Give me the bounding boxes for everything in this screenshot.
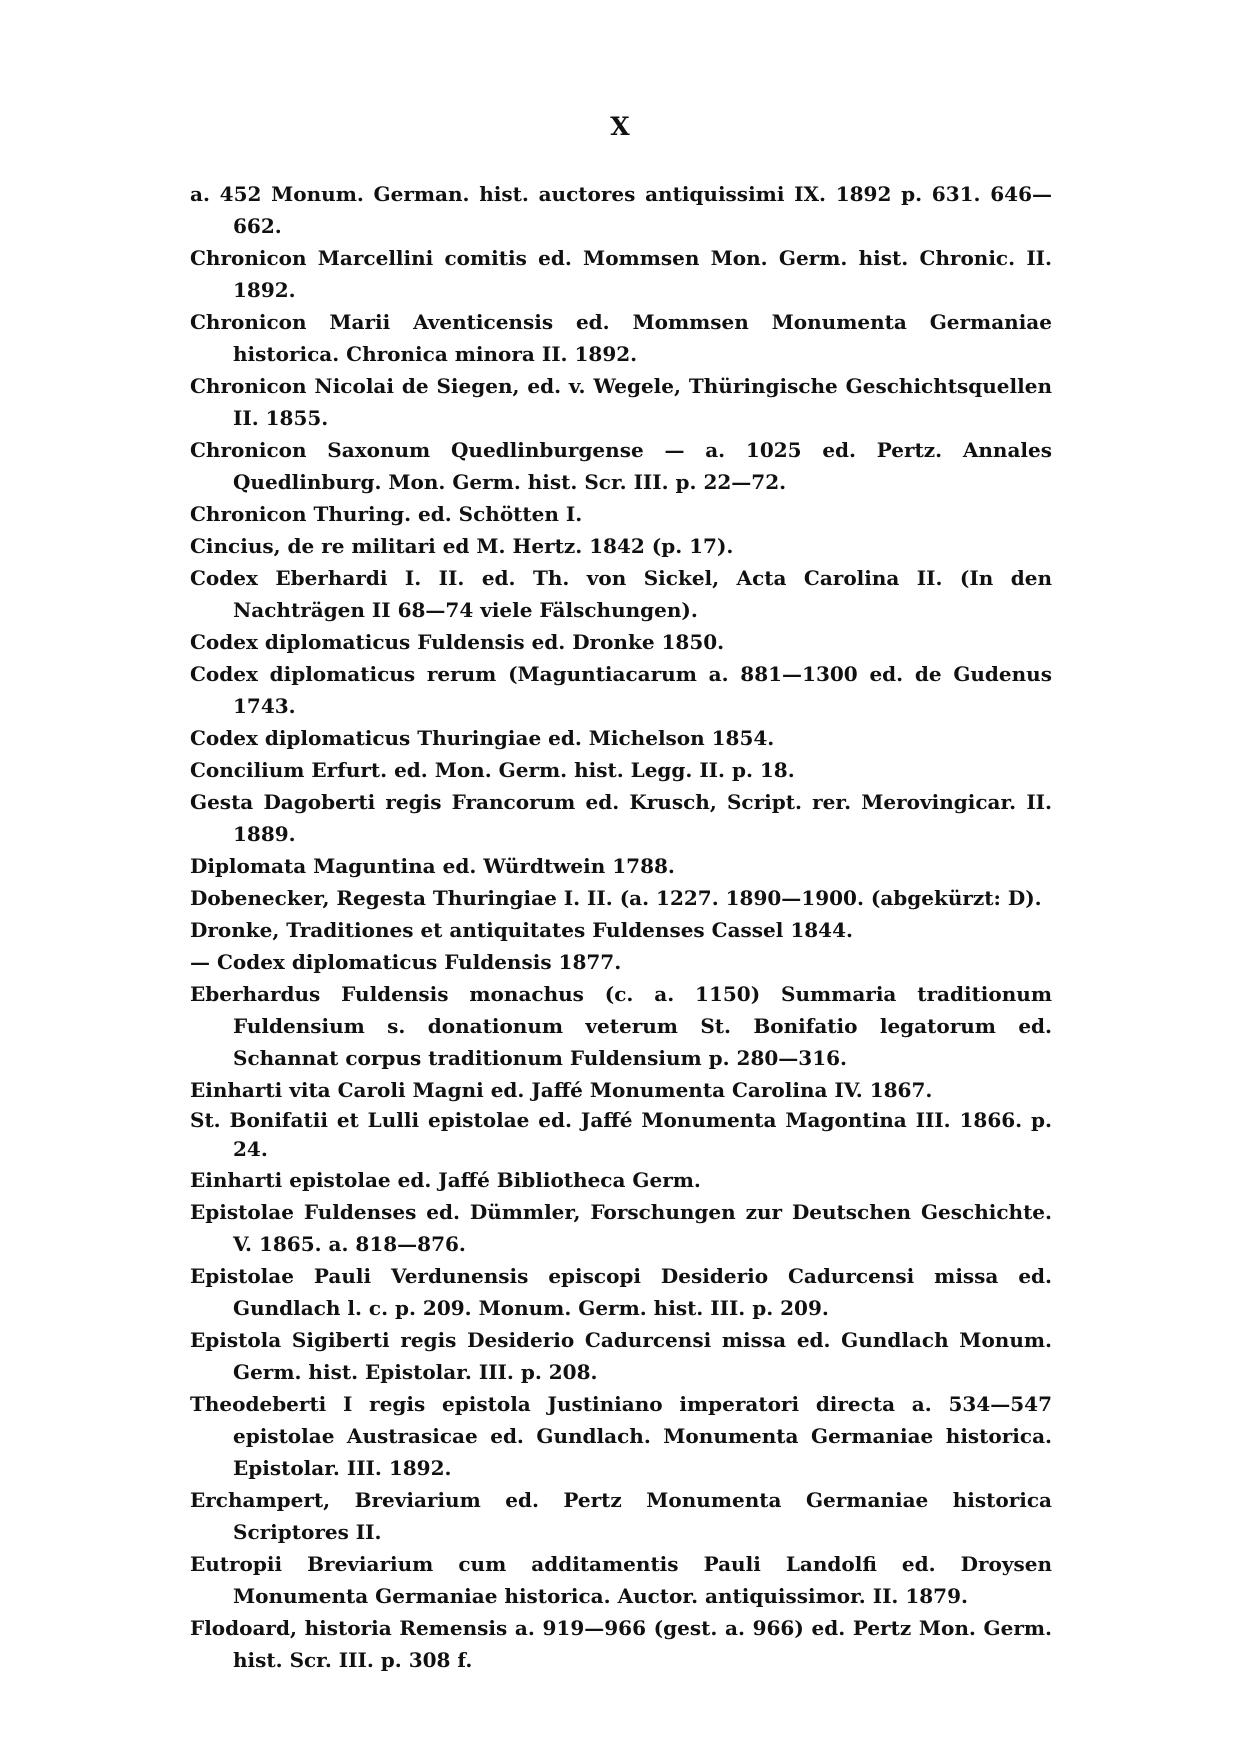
bibliography-entry: Chronicon Thuring. ed. Schötten I.: [190, 502, 583, 526]
bibliography-entry: Epistolae Pauli Verdunensis episcopi Desiderio Cadurcensi missa ed. Gundlach l. c. p. 209. Monum. Germ. hist. III. p. 209.: [190, 1264, 1052, 1320]
bibliography-entry: Epistolae Fuldenses ed. Dümmler, Forschungen zur Deutschen Geschichte. V. 1865. a. 818—876.: [190, 1200, 1052, 1256]
bibliography-entry: Codex diplomaticus Thuringiae ed. Michelson 1854.: [190, 726, 775, 750]
bibliography-entry: Eberhardus Fuldensis monachus (c. a. 1150) Summaria traditionum Fuldensium s. donationum veterum St. Bonifatio legatorum ed. Schannat corpus traditionum Fuldensium p. 280—316.: [190, 982, 1052, 1070]
bibliography-entry: — Codex diplomaticus Fuldensis 1877.: [190, 950, 622, 974]
bibliography-entry: Chronicon Nicolai de Siegen, ed. v. Wegele, Thüringische Geschichtsquellen II. 1855.: [190, 374, 1052, 430]
bibliography-list: [190, 178, 1052, 1676]
bibliography-entry: a. 452 Monum. German. hist. auctores antiquissimi IX. 1892 p. 631. 646—662.: [190, 182, 1052, 238]
bibliography-entry: Flodoard, historia Remensis a. 919—966 (gest. a. 966) ed. Pertz Mon. Germ. hist. Scr. III. p. 308 f.: [190, 1616, 1052, 1672]
bibliography-entry: Dobenecker, Regesta Thuringiae I. II. (a. 1227. 1890—1900. (abgekürzt: D).: [190, 886, 1042, 910]
bibliography-entry: Codex Eberhardi I. II. ed. Th. von Sickel, Acta Carolina II. (In den Nachträgen II 68—74 viele Fälschungen).: [190, 566, 1052, 622]
bibliography-entry: Einharti epistolae ed. Jaffé Bibliotheca Germ.: [190, 1168, 701, 1192]
bibliography-entry: Chronicon Marcellini comitis ed. Mommsen Mon. Germ. hist. Chronic. II. 1892.: [190, 246, 1052, 302]
bibliography-entry: St. Bonifatii et Lulli epistolae ed. Jaffé Monumenta Magontina III. 1866. p. 24.: [190, 1108, 1052, 1161]
bibliography-entry: Chronicon Saxonum Quedlinburgense — a. 1025 ed. Pertz. Annales Quedlinburg. Mon. Germ. hist. Scr. III. p. 22—72.: [190, 438, 1052, 494]
bibliography-entry: Codex diplomaticus rerum (Maguntiacarum a. 881—1300 ed. de Gudenus 1743.: [190, 662, 1052, 718]
bibliography-entry: Theodeberti I regis epistola Justiniano imperatori directa a. 534—547 epistolae Austrasicae ed. Gundlach. Monumenta Germaniae historica. Epistolar. III. 1892.: [190, 1392, 1052, 1480]
bibliography-entry: Gesta Dagoberti regis Francorum ed. Krusch, Script. rer. Merovingicar. II. 1889.: [190, 790, 1052, 846]
bibliography-entry: Erchampert, Breviarium ed. Pertz Monumenta Germaniae historica Scriptores II.: [190, 1488, 1052, 1544]
bibliography-entry: Epistola Sigiberti regis Desiderio Cadurcensi missa ed. Gundlach Monum. Germ. hist. Epistolar. III. p. 208.: [190, 1328, 1052, 1384]
page-number: X: [610, 112, 631, 141]
bibliography-entry: Eutropii Breviarium cum additamentis Pauli Landolfi ed. Droysen Monumenta Germaniae historica. Auctor. antiquissimor. II. 1879.: [190, 1552, 1052, 1608]
bibliography-entry: Concilium Erfurt. ed. Mon. Germ. hist. Legg. II. p. 18.: [190, 758, 795, 782]
bibliography-entry: Codex diplomaticus Fuldensis ed. Dronke 1850.: [190, 630, 725, 654]
bibliography-entry: Diplomata Maguntina ed. Würdtwein 1788.: [190, 854, 675, 878]
bibliography-entry: Dronke, Traditiones et antiquitates Fuldenses Cassel 1844.: [190, 918, 853, 942]
bibliography-entry: Chronicon Marii Aventicensis ed. Mommsen Monumenta Germaniae historica. Chronica minora II. 1892.: [190, 310, 1052, 366]
bibliography-entry: Cincius, de re militari ed M. Hertz. 1842 (p. 17).: [190, 534, 734, 558]
bibliography-entry: Einharti vita Caroli Magni ed. Jaffé Monumenta Carolina IV. 1867.: [190, 1078, 933, 1102]
